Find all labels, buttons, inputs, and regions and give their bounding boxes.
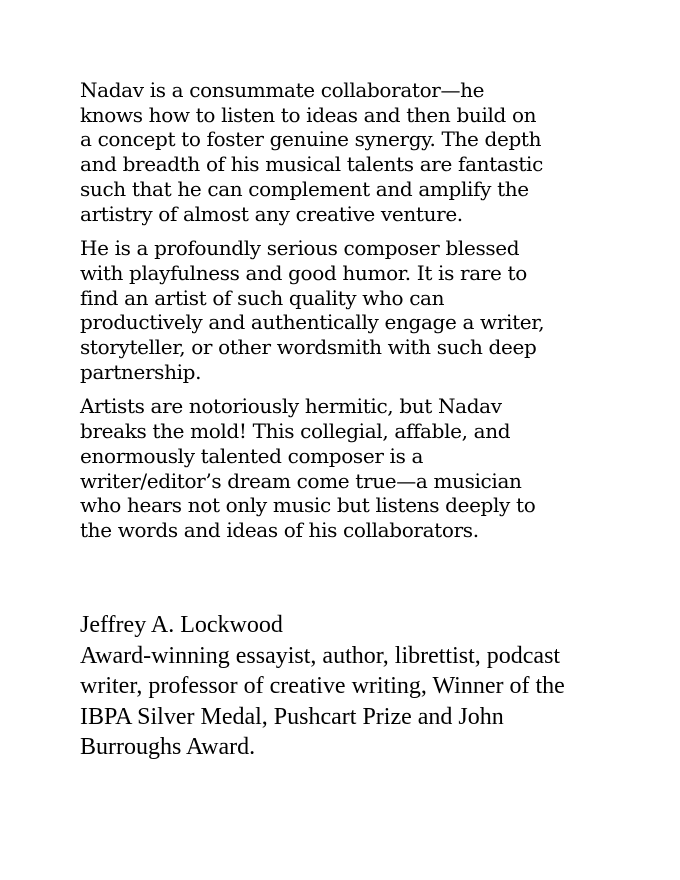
- testimonial-paragraph-3: Artists are notoriously hermitic, but Nadav breaks the mold! This collegial, affable, and enormously talented composer is a writer/editor’s dream come true—a musician who hears not only music but listens deeply to the words and ideas of his collaborators.: [80, 394, 536, 542]
- testimonial-body: [80, 78, 640, 553]
- attribution-block: [80, 610, 640, 763]
- testimonial-paragraph-2: He is a profoundly serious composer blessed with playfulness and good humor. It is rare to find an artist of such quality who can productively and authentically engage a writer, storyteller, or other wordsmith with such deep partnership.: [80, 236, 545, 384]
- author-credentials: Award-winning essayist, author, librettist, podcast writer, professor of creative writing, Winner of the IBPA Silver Medal, Pushcart Prize and John Burroughs Award.: [80, 642, 565, 760]
- author-name: Jeffrey A. Lockwood: [80, 612, 283, 638]
- testimonial-paragraph-1: Nadav is a consummate collaborator—he knows how to listen to ideas and then build on a concept to foster genuine synergy. The depth and breadth of his musical talents are fantastic such that he can complement and amplify the artistry of almost any creative venture.: [80, 78, 543, 226]
